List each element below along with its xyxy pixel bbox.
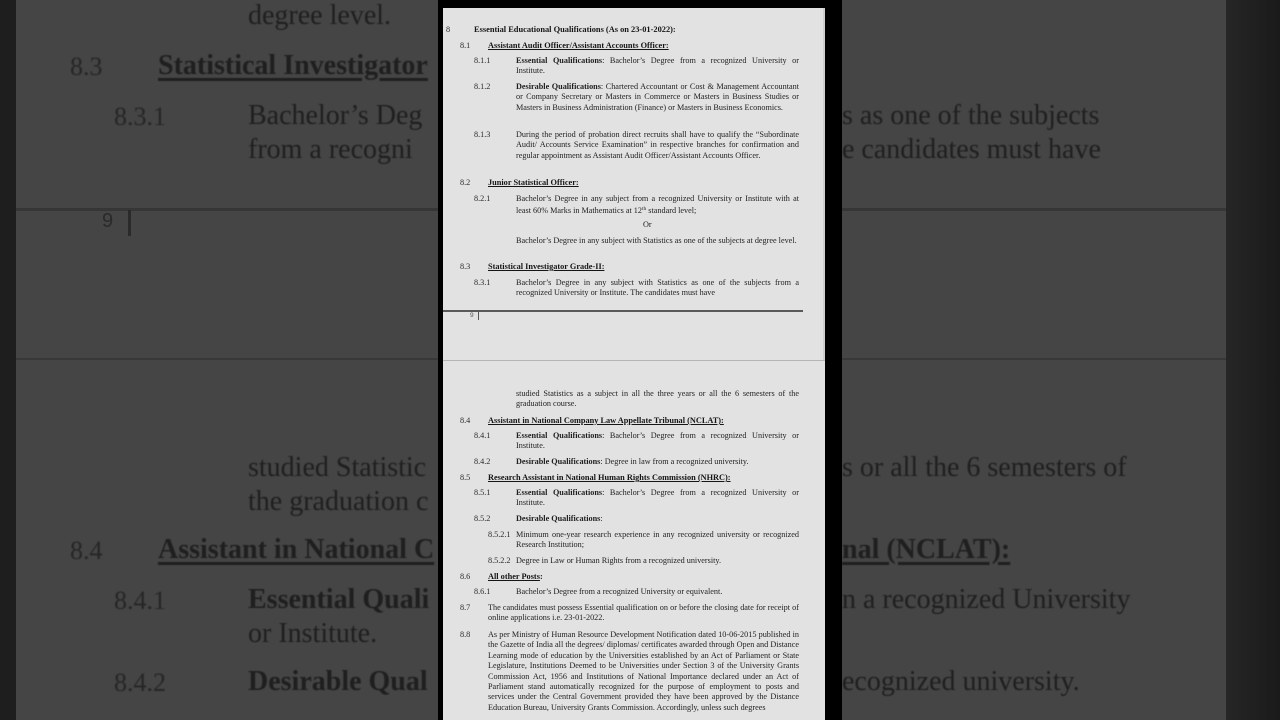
background-text: degree level. xyxy=(248,0,392,31)
background-text: Desirable Qual xyxy=(248,666,428,697)
background-text: from a recogni xyxy=(248,134,413,165)
item-number: 8.4 xyxy=(460,416,471,425)
background-page-number: 9 xyxy=(102,210,114,232)
item-number: 8.5 xyxy=(460,473,471,482)
background-text-right: s or all the 6 semesters of xyxy=(842,452,1127,483)
post-heading: Assistant in National Company Law Appellate Tribunal (NCLAT): xyxy=(488,416,724,425)
qualification-text: Desirable Qualifications: Chartered Accountant or Cost & Management Accountant or Company Secretary or Masters in Commerce or Masters in Business Studies or Masters in Business Administration (Finance) or Masters in Business Economics. xyxy=(516,82,799,112)
page-number: 9 xyxy=(470,312,474,319)
background-heading-right: nal (NCLAT): xyxy=(842,534,1011,565)
background-text: Bachelor’s Deg xyxy=(248,100,423,131)
item-number: 8.5.2.2 xyxy=(488,556,511,565)
item-number: 8.5.2.1 xyxy=(488,530,511,539)
background-right-edge xyxy=(1226,0,1280,720)
background-text: the graduation c xyxy=(248,486,429,517)
document-page-2 xyxy=(443,360,825,720)
qualification-text: Essential Qualifications: Bachelor’s Degree from a recognized University or Institute. xyxy=(516,56,799,76)
item-number: 8.1 xyxy=(460,41,471,50)
qualification-text: Bachelor’s Degree from a recognized University or equivalent. xyxy=(516,587,723,596)
qualification-text: Bachelor’s Degree in any subject with Statistics as one of the subjects from a recognized University or Institute. The candidates must have xyxy=(516,278,799,298)
item-number: 8.1.1 xyxy=(474,56,491,65)
background-heading: Assistant in National C xyxy=(158,534,435,565)
item-number: 8.3.1 xyxy=(474,278,491,287)
background-section-number: 8.4.2 xyxy=(114,668,166,697)
qualification-text: As per Ministry of Human Resource Development Notification dated 10-06-2015 published in the Gazette of India all the degrees/ diplomas/ certificates awarded through Open and Distance Learning mode of education by the Universities established by an Act of Parliament or State Legislature, Institutions Deemed to be Universities under Section 3 of the University Grants Commission Act, 1956 and Institutions of National Importance declared under an Act of Parliament stand automatically recognized for the purpose of employment to posts and services under the Central Government provided they have been approved by the Distance Education Bureau, University Grants Commission. Accordingly, unless such degrees xyxy=(488,630,799,712)
qualification-text: The candidates must possess Essential qualification on or before the closing date for receipt of online applications i.e. 23-01-2022. xyxy=(488,603,799,623)
qualification-text: Essential Qualifications: Bachelor’s Degree from a recognized University or Institute. xyxy=(516,488,799,508)
item-number: 8.5.1 xyxy=(474,488,491,497)
post-heading: Junior Statistical Officer: xyxy=(488,178,579,187)
background-text-right: e candidates must have xyxy=(842,134,1101,165)
qualification-text: Degree in Law or Human Rights from a recognized university. xyxy=(516,556,722,565)
background-section-number: 8.4 xyxy=(70,536,103,565)
or-separator: Or xyxy=(643,220,652,229)
background-section-number: 8.4.1 xyxy=(114,586,166,615)
post-heading: Research Assistant in National Human Rights Commission (NHRC): xyxy=(488,473,731,482)
background-page-number-bar xyxy=(128,210,131,236)
qualification-text: studied Statistics as a subject in all the three years or all the 6 semesters of the graduation course. xyxy=(516,389,799,409)
item-number: 8.7 xyxy=(460,603,471,612)
item-number: 8.6.1 xyxy=(474,587,491,596)
item-number: 8.3 xyxy=(460,262,471,271)
footer-rule xyxy=(443,310,803,312)
qualification-text: During the period of probation direct recruits shall have to qualify the “Subordinate Audit/ Accounts Service Examination” in respective branches for confirmation and regular appointment as Assistant Audit Officer/Assistant Accounts Officer. xyxy=(516,130,799,160)
document-viewer[interactable] xyxy=(438,0,842,720)
post-heading: Assistant Audit Officer/Assistant Accounts Officer: xyxy=(488,41,669,50)
post-heading: All other Posts: xyxy=(488,572,543,581)
background-left-edge xyxy=(0,0,16,720)
qualification-text: Minimum one-year research experience in any recognized university or recognized Research Institution; xyxy=(516,530,799,550)
section-number: 8 xyxy=(446,25,451,34)
item-number: 8.8 xyxy=(460,630,471,639)
background-text: Essential Quali xyxy=(248,584,430,615)
item-number: 8.2 xyxy=(460,178,471,187)
item-number: 8.1.2 xyxy=(474,82,491,91)
qualification-text: Essential Qualifications: Bachelor’s Degree from a recognized University or Institute. xyxy=(516,431,799,451)
item-number: 8.4.1 xyxy=(474,431,491,440)
item-number: 8.6 xyxy=(460,572,471,581)
item-number: 8.5.2 xyxy=(474,514,491,523)
background-section-number: 8.3 xyxy=(70,52,103,81)
item-number: 8.2.1 xyxy=(474,194,491,203)
qualification-text: Bachelor’s Degree in any subject from a recognized University or Institute with at least 60% Marks in Mathematics at 12th standard level; xyxy=(516,194,799,216)
background-text: or Institute. xyxy=(248,618,378,649)
page-number-bar xyxy=(478,311,479,320)
item-number: 8.1.3 xyxy=(474,130,491,139)
document-page-1 xyxy=(443,8,825,360)
background-text-right: ecognized university. xyxy=(842,666,1080,697)
background-section-number: 8.3.1 xyxy=(114,102,166,131)
background-heading: Statistical Investigator xyxy=(158,50,428,81)
item-number: 8.4.2 xyxy=(474,457,491,466)
background-text-right: s as one of the subjects xyxy=(842,100,1100,131)
qualification-text: Bachelor’s Degree in any subject with Statistics as one of the subjects at degree level. xyxy=(516,236,797,245)
section-title: Essential Educational Qualifications (As on 23-01-2022): xyxy=(474,25,676,34)
background-text: studied Statistic xyxy=(248,452,427,483)
qualification-text: Desirable Qualifications: xyxy=(516,514,603,523)
background-text-right: n a recognized University xyxy=(842,584,1131,615)
qualification-text: Desirable Qualifications: Degree in law from a recognized university. xyxy=(516,457,749,466)
post-heading: Statistical Investigator Grade-II: xyxy=(488,262,605,271)
